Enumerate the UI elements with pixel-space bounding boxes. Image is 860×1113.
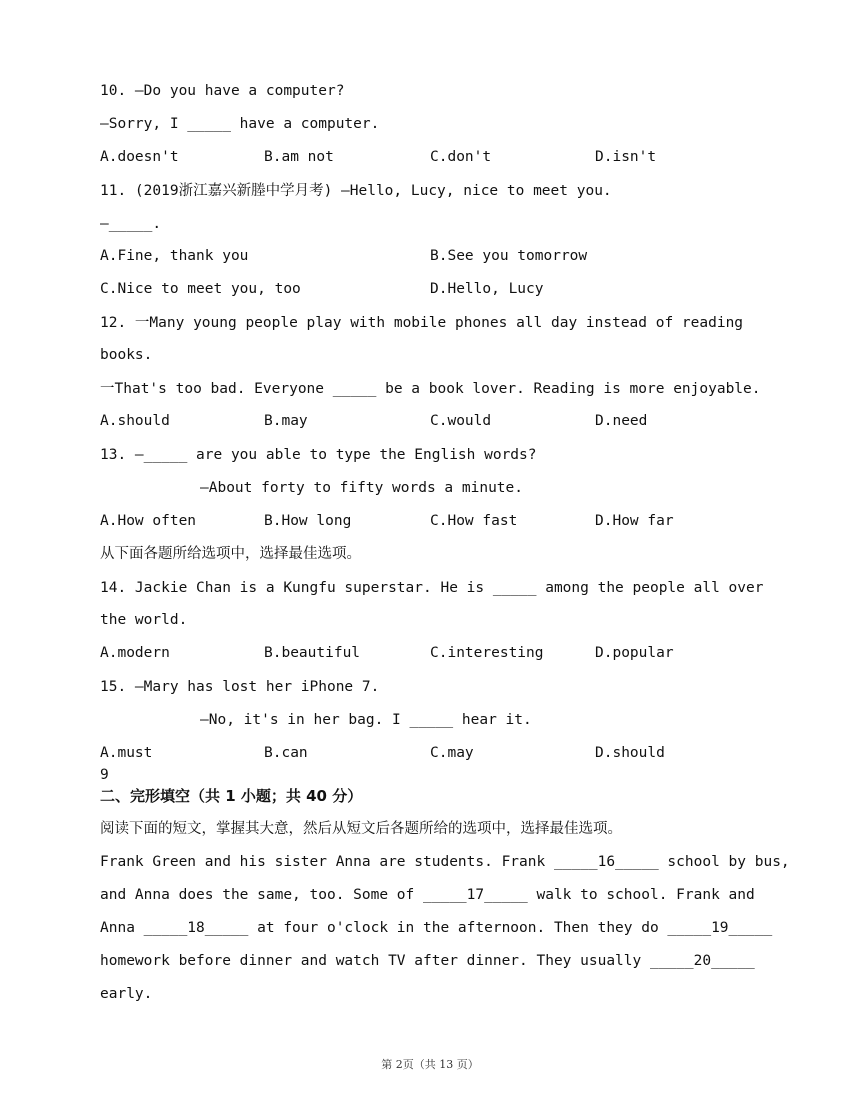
q14-option-b: B.beautiful <box>264 645 361 661</box>
stray-page-mark: 9 <box>100 767 109 783</box>
q11-option-c: C.Nice to meet you, too <box>100 281 301 297</box>
q15-stem: 15. —Mary has lost her iPhone 7. <box>100 679 380 695</box>
q10-option-a: A.doesn't <box>100 149 179 165</box>
instruction-choose-best: 从下面各题所给选项中，选择最佳选项。 <box>100 546 361 562</box>
q15-option-d: D.should <box>595 745 665 761</box>
q14-option-a: A.modern <box>100 645 170 661</box>
q12-option-a: A.should <box>100 413 170 429</box>
q10-answer-line: —Sorry, I _____ have a computer. <box>100 116 380 132</box>
q11-stem: 11. (2019浙江嘉兴新塍中学月考) —Hello, Lucy, nice to meet you. <box>100 183 612 199</box>
instruction-cloze: 阅读下面的短文，掌握其大意，然后从短文后各题所给的选项中，选择最佳选项。 <box>100 821 622 837</box>
q12-option-c: C.would <box>430 413 492 429</box>
q13-option-b: B.How long <box>264 513 352 529</box>
passage-line-4: homework before dinner and watch TV after dinner. They usually _____20_____ <box>100 953 755 969</box>
q13-stem: 13. —_____ are you able to type the English words? <box>100 447 537 463</box>
page-footer: 第 2页（共 13 页） <box>381 1058 479 1071</box>
q10-option-d: D.isn't <box>595 149 657 165</box>
q13-option-c: C.How fast <box>430 513 518 529</box>
q12-option-b: B.may <box>264 413 308 429</box>
q11-answer-line: —_____. <box>100 216 162 232</box>
passage-line-2: and Anna does the same, too. Some of _____17_____ walk to school. Frank and <box>100 887 755 903</box>
passage-line-5: early. <box>100 986 153 1002</box>
q13-option-a: A.How often <box>100 513 197 529</box>
q11-option-a: A.Fine, thank you <box>100 248 249 264</box>
q15-option-c: C.may <box>430 745 474 761</box>
q15-option-a: A.must <box>100 745 153 761</box>
q14-stem: 14. Jackie Chan is a Kungfu superstar. He is _____ among the people all over <box>100 580 764 596</box>
q10-option-b: B.am not <box>264 149 334 165</box>
q15-option-b: B.can <box>264 745 308 761</box>
passage-line-3: Anna _____18_____ at four o'clock in the afternoon. Then they do _____19_____ <box>100 920 773 936</box>
section-heading-cloze: 二、完形填空（共 1 小题；共 40 分） <box>100 787 363 805</box>
q14-option-c: C.interesting <box>430 645 544 661</box>
q12-answer-line: 一That's too bad. Everyone _____ be a book lover. Reading is more enjoyable. <box>100 381 761 397</box>
q13-answer-line: —About forty to fifty words a minute. <box>200 480 524 496</box>
q11-option-b: B.See you tomorrow <box>430 248 588 264</box>
passage-line-1: Frank Green and his sister Anna are students. Frank _____16_____ school by bus, <box>100 854 790 870</box>
q14-option-d: D.popular <box>595 645 674 661</box>
q12-stem-cont: books. <box>100 347 153 363</box>
q14-stem-cont: the world. <box>100 612 188 628</box>
q12-stem: 12. 一Many young people play with mobile phones all day instead of reading <box>100 315 744 331</box>
q11-option-d: D.Hello, Lucy <box>430 281 544 297</box>
q15-answer-line: —No, it's in her bag. I _____ hear it. <box>200 712 532 728</box>
q10-option-c: C.don't <box>430 149 492 165</box>
q13-option-d: D.How far <box>595 513 674 529</box>
q10-stem: 10. —Do you have a computer? <box>100 83 345 99</box>
q12-option-d: D.need <box>595 413 648 429</box>
